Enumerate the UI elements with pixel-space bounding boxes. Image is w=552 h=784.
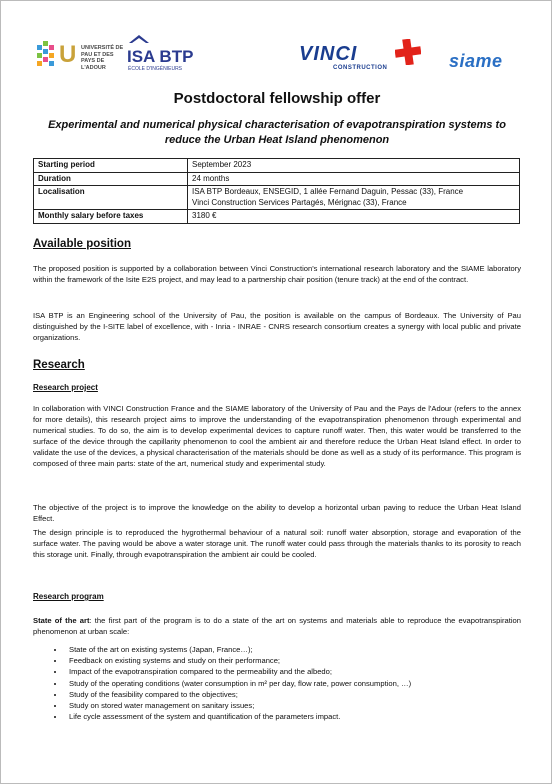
table-key: Starting period [34, 159, 188, 173]
table-key: Duration [34, 172, 188, 186]
research-project-p3: The design principle is to reproduced the hygrothermal behaviour of a natural soil: runoff water absorption, storage and evaporation of the surface water. The paving would be above a water storage unit. The runoff water could pass through the materials thanks to its porosity to reach this storage unit. Finally, through evapotranspiration the ambient air could be cooled. [33, 528, 521, 559]
upau-text: UNIVERSITÉ DE PAU ET DES PAYS DE L'ADOUR [81, 45, 124, 71]
table-value [188, 186, 520, 210]
table-value: 24 months [188, 172, 520, 186]
list-item: • State of the art on existing systems (Japan, France…); [65, 644, 525, 655]
isa-btp-name: ISA BTP [127, 47, 194, 66]
roof-icon [129, 35, 149, 43]
state-of-art-text: : the first part of the program is to do a state of the art on systems and materials able to reproduce the evapotranspiration phenomenon at urban scale: [33, 616, 521, 636]
research-project-p2: The objective of the project is to improve the knowledge on the ability to develop a horizontal urban paving to reduce the Urban Heat Island Effect. [33, 503, 521, 523]
upau-logo [37, 41, 125, 71]
isa-btp-logo [127, 35, 199, 75]
table-row [34, 159, 520, 173]
info-table [33, 158, 520, 224]
state-of-art-paragraph [33, 615, 521, 637]
localisation-line-1: ISA BTP Bordeaux, ENSEGID, 1 allée Fernand Daguin, Pessac (33), France [192, 187, 464, 196]
isa-btp-sub: ÉCOLE D'INGÉNIEURS [128, 66, 183, 72]
list-item: • Study on stored water management on sanitary issues; [65, 700, 525, 711]
list-item: • Life cycle assessment of the system and quantification of the parameters impact. [65, 711, 525, 722]
localisation-line-2: Vinci Construction Services Partagés, Mérignac (33), France [192, 197, 407, 207]
research-project-heading: Research project [33, 383, 98, 392]
list-item: • Feedback on existing systems and study on their performance; [65, 655, 525, 666]
list-item: • Study of the operating conditions (water consumption in m² per day, flow rate, power consumption, …) [65, 678, 525, 689]
table-key: Monthly salary before taxes [34, 210, 188, 224]
research-project-p1: In collaboration with VINCI Construction France and the SIAME laboratory of the University of Pau and the Pays de l'Adour (refers to the annex for more details), this research project aims to improve the understanding of the evapotranspiration phenomenon through experimental and numerical studies. To do so, the aim is to develop experimental devices to capture runoff water. Then, this water would be transferred to the surface of the device through the capillarity phenomenon to cool the ambient air and therefore reduce the Urban Heat Island effect. In order to validate the use of the devices, a physical characterisation of the materials should be done as well as a study of its performance. This program is composed of three main parts: state of the art, numerical study and experimental study. [33, 404, 521, 468]
table-value: 3180 € [188, 210, 520, 224]
research-program-heading: Research program [33, 592, 104, 601]
upau-mark-icon [37, 41, 57, 69]
table-key: Localisation [34, 186, 188, 210]
available-position-p2: ISA BTP is an Engineering school of the University of Pau, the position is available on the campus of Bordeaux. The University of Pau distinguished by the I-SITE label of excellence, with - Inria - INRAE - CNRS research consortium creates a synergy with local public and private organizations. [33, 311, 521, 342]
list-item: • Study of the feasibility compared to the objectives; [65, 689, 525, 700]
research-heading: Research [33, 359, 85, 371]
page-title: Postdoctoral fellowship offer [173, 90, 381, 107]
upau-u-mark: U [59, 41, 77, 68]
table-row [34, 210, 520, 224]
page-subtitle: Experimental and numerical physical characterisation of evapotranspiration systems to reduce the Urban Heat Island phenomenon [48, 119, 506, 146]
available-position-heading: Available position [33, 238, 131, 250]
vinci-name: VINCI [299, 43, 358, 65]
table-row [34, 172, 520, 186]
table-value: September 2023 [188, 159, 520, 173]
vinci-logo [299, 43, 427, 73]
vinci-cross-icon [395, 39, 421, 65]
siame-logo [431, 47, 521, 75]
vinci-sub: CONSTRUCTION [333, 65, 388, 71]
siame-name: siame [449, 51, 503, 71]
state-of-art-label: State of the art [33, 616, 90, 625]
list-item: • Impact of the evapotranspiration compared to the permeability and the albedo; [65, 666, 525, 677]
state-of-art-list [51, 644, 525, 722]
table-row [34, 186, 520, 210]
available-position-p1: The proposed position is supported by a collaboration between Vinci Construction's international research laboratory and the SIAME laboratory within the framework of the Isite E2S project, and may lead to a partnership chair position (tenure track) at the end of the contract. [33, 264, 521, 284]
